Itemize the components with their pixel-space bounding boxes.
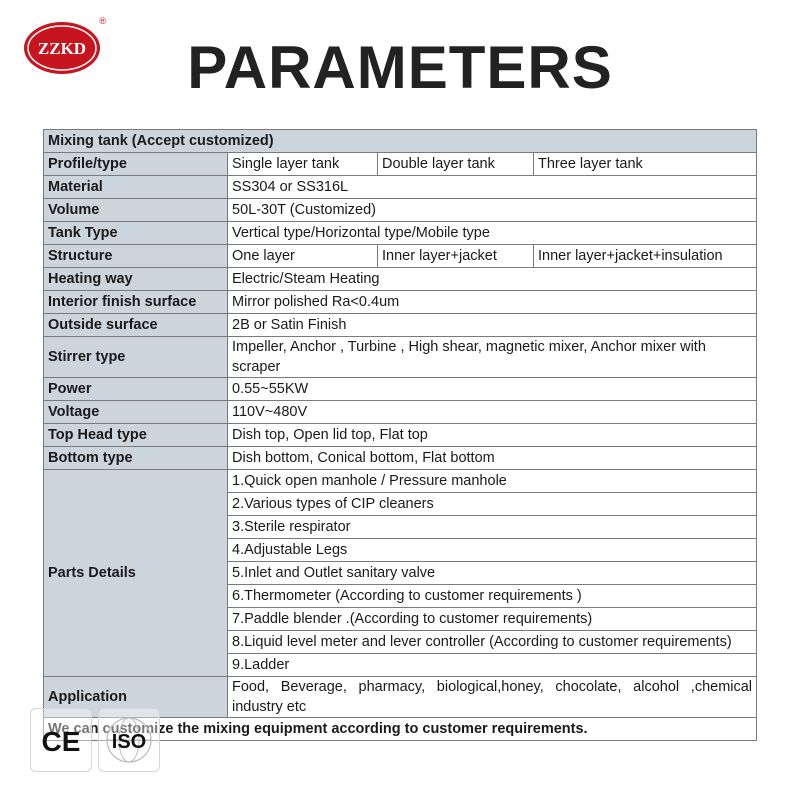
iso-icon (99, 709, 159, 771)
parts-item-5: 5.Inlet and Outlet sanitary valve (228, 562, 757, 585)
outside-label: Outside surface (44, 314, 228, 337)
voltage-label: Voltage (44, 401, 228, 424)
profile-label: Profile/type (44, 153, 228, 176)
parameters-table (43, 129, 757, 741)
ce-icon (31, 709, 91, 771)
table-row (44, 424, 757, 447)
registered-mark: ® (99, 16, 106, 26)
table-row (44, 222, 757, 245)
parts-item-4: 4.Adjustable Legs (228, 539, 757, 562)
table-row (44, 447, 757, 470)
material-value: SS304 or SS316L (228, 176, 757, 199)
table-header-row (44, 130, 757, 153)
outside-value: 2B or Satin Finish (228, 314, 757, 337)
page-title: PARAMETERS (187, 34, 613, 101)
structure-option-1: One layer (228, 245, 378, 268)
volume-value: 50L-30T (Customized) (228, 199, 757, 222)
table-footer: We can customize the mixing equipment according to customer requirements. (44, 718, 757, 741)
iso-mark (98, 708, 160, 772)
parts-label: Parts Details (44, 470, 228, 677)
volume-label: Volume (44, 199, 228, 222)
tank-type-value: Vertical type/Horizontal type/Mobile type (228, 222, 757, 245)
parts-item-6: 6.Thermometer (According to customer requirements ) (228, 585, 757, 608)
ce-mark (30, 708, 92, 772)
brand-logo-text: ZZKD (37, 39, 87, 58)
ce-text: CE (41, 726, 81, 757)
top-head-label: Top Head type (44, 424, 228, 447)
certification-marks (30, 708, 162, 772)
tank-type-label: Tank Type (44, 222, 228, 245)
parts-item-7: 7.Paddle blender .(According to customer requirements) (228, 608, 757, 631)
profile-option-1: Single layer tank (228, 153, 378, 176)
structure-label: Structure (44, 245, 228, 268)
table-row (44, 314, 757, 337)
bottom-value: Dish bottom, Conical bottom, Flat bottom (228, 447, 757, 470)
structure-option-3: Inner layer+jacket+insulation (534, 245, 757, 268)
structure-option-2: Inner layer+jacket (378, 245, 534, 268)
stirrer-label: Stirrer type (44, 337, 228, 378)
material-label: Material (44, 176, 228, 199)
interior-value: Mirror polished Ra<0.4um (228, 291, 757, 314)
table-row (44, 337, 757, 378)
parts-item-3: 3.Sterile respirator (228, 516, 757, 539)
iso-text: ISO (111, 731, 147, 753)
table-row (44, 268, 757, 291)
stirrer-value: Impeller, Anchor , Turbine , High shear, magnetic mixer, Anchor mixer with scraper (228, 337, 757, 378)
power-value: 0.55~55KW (228, 378, 757, 401)
table-row (44, 470, 757, 493)
table-row (44, 378, 757, 401)
table-header: Mixing tank (Accept customized) (44, 130, 757, 153)
table-row (44, 153, 757, 176)
top-head-value: Dish top, Open lid top, Flat top (228, 424, 757, 447)
application-label: Application (44, 677, 228, 718)
parts-item-8: 8.Liquid level meter and lever controller (According to customer requirements) (228, 631, 757, 654)
parts-item-1: 1.Quick open manhole / Pressure manhole (228, 470, 757, 493)
table-row (44, 199, 757, 222)
application-value: Food, Beverage, pharmacy, biological,honey, chocolate, alcohol ,chemical industry etc (228, 677, 757, 718)
table-row (44, 176, 757, 199)
parts-item-9: 9.Ladder (228, 654, 757, 677)
interior-label: Interior finish surface (44, 291, 228, 314)
table-row (44, 245, 757, 268)
heating-label: Heating way (44, 268, 228, 291)
heating-value: Electric/Steam Heating (228, 268, 757, 291)
table-row (44, 291, 757, 314)
parts-item-2: 2.Various types of CIP cleaners (228, 493, 757, 516)
table-row (44, 401, 757, 424)
profile-option-2: Double layer tank (378, 153, 534, 176)
bottom-label: Bottom type (44, 447, 228, 470)
power-label: Power (44, 378, 228, 401)
profile-option-3: Three layer tank (534, 153, 757, 176)
voltage-value: 110V~480V (228, 401, 757, 424)
